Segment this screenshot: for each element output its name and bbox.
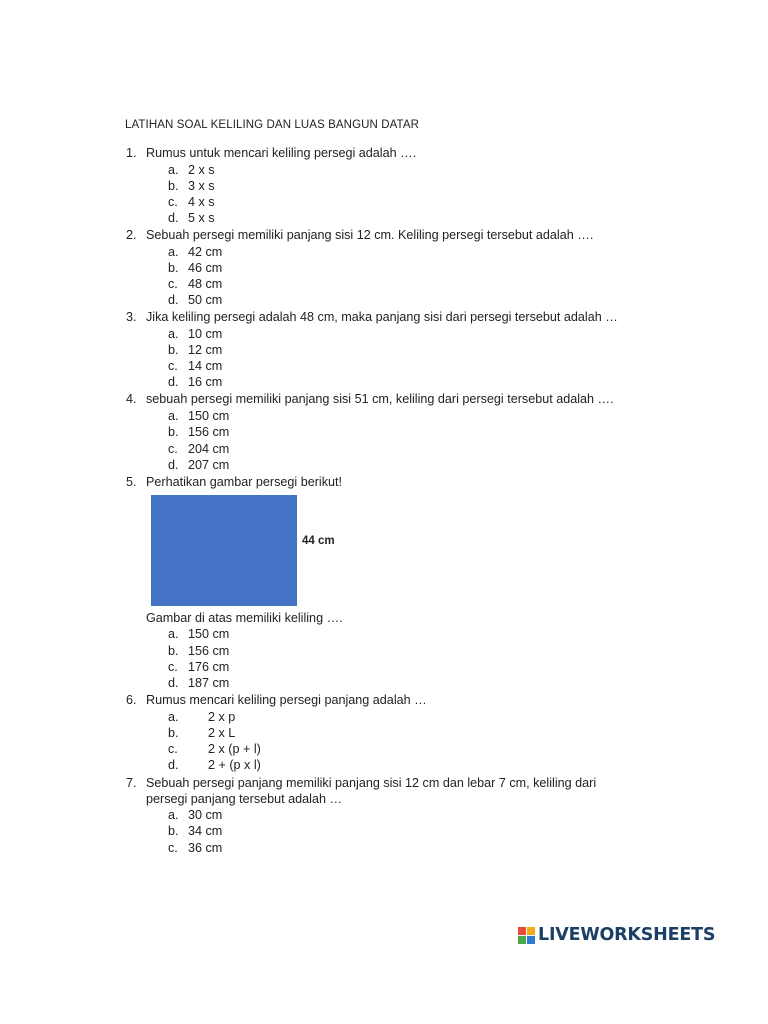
option-text: 150 cm xyxy=(188,627,230,641)
option-letter: b. xyxy=(168,644,179,658)
option-text: 4 x s xyxy=(188,195,215,209)
question-text: Rumus untuk mencari keliling persegi adalah …. xyxy=(146,146,417,160)
option-text: 42 cm xyxy=(188,245,223,259)
question-text: Sebuah persegi memiliki panjang sisi 12 cm. Keliling persegi tersebut adalah …. xyxy=(146,228,594,242)
liveworksheets-logo-icon xyxy=(518,927,535,944)
worksheet-title: LATIHAN SOAL KELILING DAN LUAS BANGUN DATAR xyxy=(125,119,420,131)
option-letter: c. xyxy=(168,359,178,373)
logo-wordmark: LIVEWORKSHEETS xyxy=(538,925,716,945)
option-letter: d. xyxy=(168,375,179,389)
question-number: 1. xyxy=(126,146,137,160)
question-number: 2. xyxy=(126,228,137,242)
option-text: 10 cm xyxy=(188,327,223,341)
question-text: sebuah persegi memiliki panjang sisi 51 cm, keliling dari persegi tersebut adalah …. xyxy=(146,392,614,406)
option-letter: a. xyxy=(168,245,179,259)
logo-tile xyxy=(527,936,535,944)
question-number: 4. xyxy=(126,392,137,406)
option-letter: c. xyxy=(168,742,178,756)
option-letter: d. xyxy=(168,676,179,690)
blue-square-figure xyxy=(151,495,297,606)
option-text: 12 cm xyxy=(188,343,223,357)
option-text: 150 cm xyxy=(188,409,230,423)
question-text: Jika keliling persegi adalah 48 cm, maka panjang sisi dari persegi tersebut adalah … xyxy=(146,310,618,324)
option-text: 34 cm xyxy=(188,824,223,838)
question-number: 3. xyxy=(126,310,137,324)
logo-tile xyxy=(518,927,526,935)
question-text: Sebuah persegi panjang memiliki panjang sisi 12 cm dan lebar 7 cm, keliling dari xyxy=(146,776,597,790)
square-side-label: 44 cm xyxy=(302,535,335,547)
option-letter: b. xyxy=(168,261,179,275)
option-text: 2 x (p + l) xyxy=(208,742,261,756)
option-letter: c. xyxy=(168,660,178,674)
option-letter: b. xyxy=(168,425,179,439)
option-letter: c. xyxy=(168,195,178,209)
option-text: 30 cm xyxy=(188,808,223,822)
question-number: 7. xyxy=(126,776,137,790)
option-letter: d. xyxy=(168,758,179,772)
logo-tile xyxy=(518,936,526,944)
logo-tile xyxy=(527,927,535,935)
option-text: 36 cm xyxy=(188,841,223,855)
option-text: 2 x p xyxy=(208,710,236,724)
question-text: Rumus mencari keliling persegi panjang adalah … xyxy=(146,693,427,707)
option-text: 156 cm xyxy=(188,425,230,439)
option-letter: b. xyxy=(168,726,179,740)
option-letter: a. xyxy=(168,710,179,724)
question-number: 6. xyxy=(126,693,137,707)
option-text: 2 x L xyxy=(208,726,236,740)
option-text: 207 cm xyxy=(188,458,230,472)
option-letter: d. xyxy=(168,293,179,307)
option-text: 2 x s xyxy=(188,163,215,177)
option-text: 204 cm xyxy=(188,442,230,456)
option-letter: d. xyxy=(168,458,179,472)
question-number: 5. xyxy=(126,475,137,489)
option-letter: b. xyxy=(168,824,179,838)
question-followup-text: Gambar di atas memiliki keliling …. xyxy=(146,611,343,625)
liveworksheets-logo[interactable] xyxy=(518,925,715,945)
option-letter: c. xyxy=(168,442,178,456)
option-letter: c. xyxy=(168,277,178,291)
option-letter: b. xyxy=(168,179,179,193)
option-letter: b. xyxy=(168,343,179,357)
option-letter: a. xyxy=(168,327,179,341)
option-text: 2 + (p x l) xyxy=(208,758,261,772)
option-text: 46 cm xyxy=(188,261,223,275)
option-letter: a. xyxy=(168,409,179,423)
option-text: 50 cm xyxy=(188,293,223,307)
option-text: 3 x s xyxy=(188,179,215,193)
option-text: 187 cm xyxy=(188,676,230,690)
option-letter: a. xyxy=(168,808,179,822)
option-text: 156 cm xyxy=(188,644,230,658)
option-text: 176 cm xyxy=(188,660,230,674)
option-letter: a. xyxy=(168,163,179,177)
option-letter: a. xyxy=(168,627,179,641)
option-text: 14 cm xyxy=(188,359,223,373)
question-text-continued: persegi panjang tersebut adalah … xyxy=(146,792,343,806)
option-text: 16 cm xyxy=(188,375,223,389)
option-text: 48 cm xyxy=(188,277,223,291)
option-letter: d. xyxy=(168,211,179,225)
question-text: Perhatikan gambar persegi berikut! xyxy=(146,475,343,489)
option-letter: c. xyxy=(168,841,178,855)
option-text: 5 x s xyxy=(188,211,215,225)
